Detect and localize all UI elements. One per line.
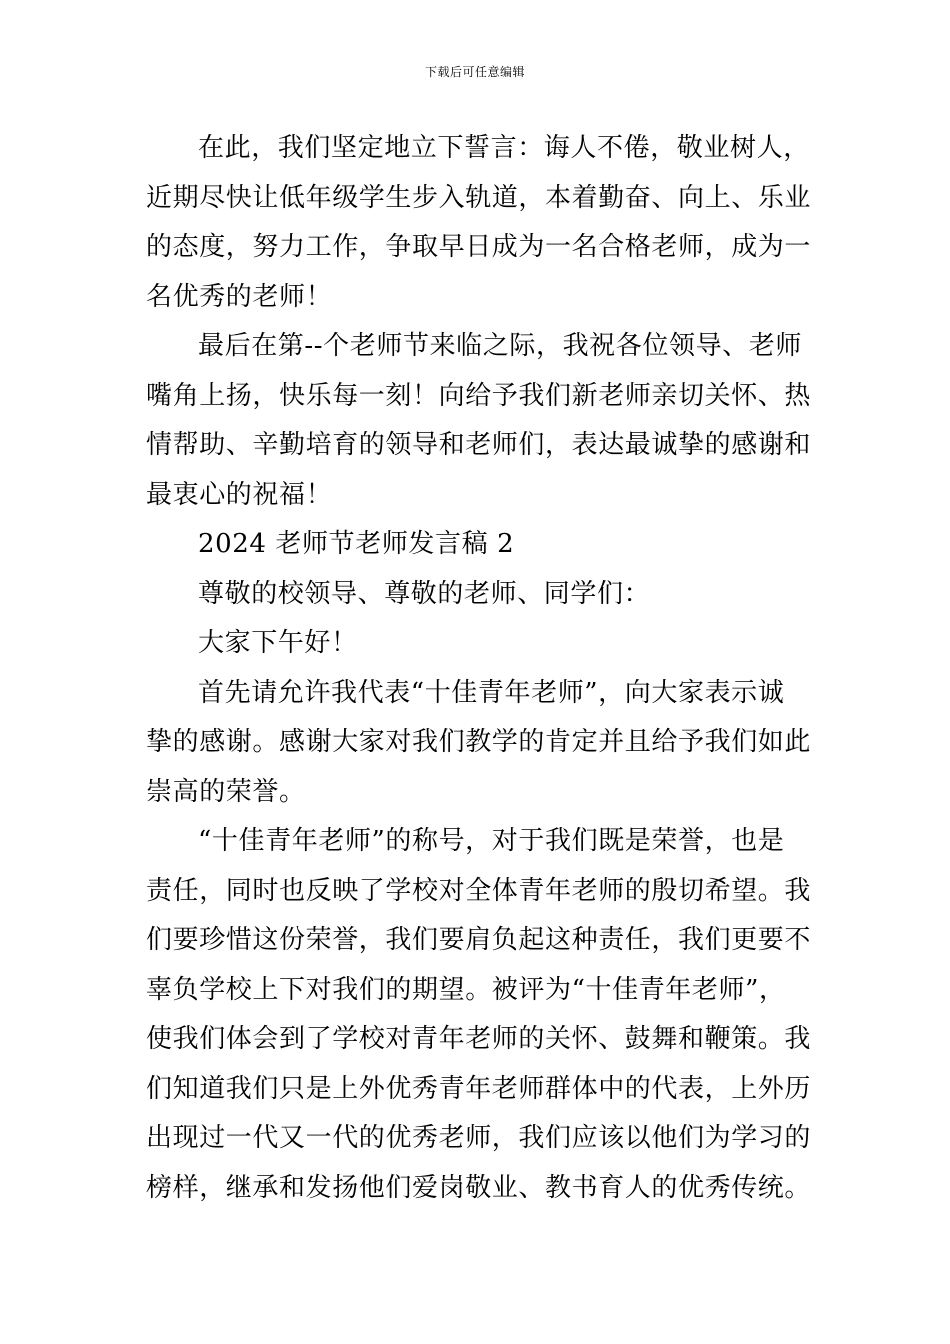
page-header: 下载后可任意编辑 (424, 65, 525, 79)
paragraph-line: 最衷心的祝福！ (146, 479, 333, 510)
paragraph-line: 崇高的荣誉。 (146, 776, 306, 807)
greeting: 大家下午好！ (198, 628, 358, 658)
paragraph-line: “十佳青年老师”的称号，对于我们既是荣誉，也是 (198, 826, 785, 856)
paragraph-line: 们知道我们只是上外优秀青年老师群体中的代表，上外历 (146, 1073, 812, 1104)
paragraph-line: 最后在第--个老师节来临之际，我祝各位领导、老师 (198, 331, 802, 361)
paragraph-line: 在此，我们坚定地立下誓言：诲人不倦，敬业树人， (198, 133, 810, 163)
paragraph-line: 的态度，努力工作，争取早日成为一名合格老师，成为一 (146, 232, 812, 262)
paragraph-line: 责任，同时也反映了学校对全体青年老师的殷切希望。我 (146, 875, 812, 906)
salutation: 尊敬的校领导、尊敬的老师、同学们： (198, 578, 651, 609)
paragraph-line: 首先请允许我代表“十佳青年老师”，向大家表示诚 (198, 677, 785, 708)
document-body (146, 124, 812, 1213)
paragraph-line: 出现过一代又一代的优秀老师，我们应该以他们为学习的 (146, 1123, 812, 1153)
paragraph-line: 情帮助、辛勤培育的领导和老师们，表达最诚挚的感谢和 (146, 430, 812, 460)
paragraph-line: 嘴角上扬，快乐每一刻！向给予我们新老师亲切关怀、热 (146, 380, 812, 411)
paragraph-line: 使我们体会到了学校对青年老师的关怀、鼓舞和鞭策。我 (146, 1024, 812, 1054)
paragraph-line: 榜样，继承和发扬他们爱岗敬业、教书育人的优秀传统。 (146, 1172, 812, 1203)
paragraph-line: 近期尽快让低年级学生步入轨道，本着勤奋、向上、乐业 (146, 182, 812, 213)
paragraph-line: 们要珍惜这份荣誉，我们要肩负起这种责任，我们更要不 (146, 925, 812, 955)
paragraph-line: 辜负学校上下对我们的期望。被评为“十佳青年老师”， (146, 974, 786, 1005)
paragraph-line: 名优秀的老师！ (146, 281, 333, 312)
section-title: 2024 老师节老师发言稿 2 (198, 529, 515, 559)
paragraph-line: 挚的感谢。感谢大家对我们教学的肯定并且给予我们如此 (146, 727, 812, 757)
